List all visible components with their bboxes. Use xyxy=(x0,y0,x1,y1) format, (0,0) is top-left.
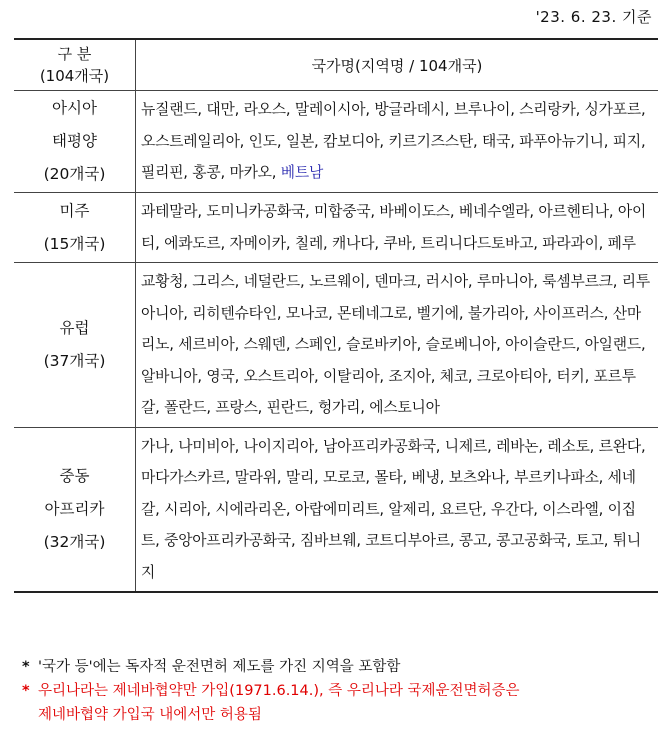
table-row xyxy=(14,91,658,193)
region-name: 유럽 xyxy=(59,318,90,337)
header-category-label: 구 분 xyxy=(57,45,92,63)
country-list-text: 가나, 나미비아, 나이지리아, 남아프리카공화국, 니제르, 레바논, 레소토, 르완다, 마다가스카르, 말라위, 말리, 모로코, 몰타, 베냉, 보츠와나, 부르키나파소, 세네갈, 시리아, 시에라리온, 아랍에미리트, 알제리, 요르단, 우간다, 이스라엘, 이집트, 중앙아프리카공화국, 짐바브웨, 코트디부아르, 콩고, 콩고공화국, 토고, 튀니지 xyxy=(141,437,646,581)
country-list-text: 뉴질랜드, 대만, 라오스, 말레이시아, 방글라데시, 브루나이, 스리랑카, 싱가포르, 오스트레일리아, 인도, 일본, 캄보디아, 키르기즈스탄, 태국, 파푸아뉴기니, 피지, 필리핀, 홍콩, 마카오, xyxy=(141,101,646,182)
header-category-cell xyxy=(14,39,136,91)
region-cell-middle-east-africa xyxy=(14,427,136,592)
region-name: 중동 xyxy=(59,466,90,485)
footnote-2 xyxy=(22,679,662,703)
footnotes xyxy=(22,655,662,727)
highlighted-country: 베트남 xyxy=(280,164,324,182)
region-count: (15개국) xyxy=(43,234,106,253)
country-list-middle-east-africa xyxy=(136,427,659,592)
asterisk-marker: * xyxy=(22,683,30,699)
country-list-americas xyxy=(136,193,659,263)
region-count: (37개국) xyxy=(43,351,106,370)
region-cell-americas xyxy=(14,193,136,263)
footnote-text: '국가 등'에는 독자적 운전면허 제도를 가진 지역을 포함함 xyxy=(38,659,401,675)
country-list-text: 과테말라, 도미니카공화국, 미합중국, 바베이도스, 베네수엘라, 아르헨티나, 아이티, 에콰도르, 자메이카, 칠레, 캐나다, 쿠바, 트리니다드토바고, 파라과이, 페루 xyxy=(141,203,647,252)
region-name: 아프리카 xyxy=(44,499,105,518)
region-name: 태평양 xyxy=(52,132,97,150)
footnote-2-continued: 제네바협약 가입국 내에서만 허용됨 xyxy=(38,707,262,723)
table-row xyxy=(14,193,658,263)
table-header-row xyxy=(14,39,658,91)
reference-date: '23. 6. 23. 기준 xyxy=(535,8,652,26)
country-list-text: 교황청, 그리스, 네덜란드, 노르웨이, 덴마크, 러시아, 루마니아, 룩셈부르크, 리투아니아, 리히텐슈타인, 모나코, 몬테네그로, 벨기에, 불가리아, 사이프러스, 산마리노, 세르비아, 스웨덴, 스페인, 슬로바키아, 슬로베니아, 아이슬란드, 아일랜드, 알바니아, 영국, 오스트리아, 이탈리아, 조지아, 체코, 크로아티아, 터키, 포르투갈, 폴란드, 프랑스, 핀란드, 헝가리, 에스토니아 xyxy=(141,273,650,416)
country-table xyxy=(14,38,658,593)
region-cell-europe xyxy=(14,263,136,428)
region-cell-asia-pacific xyxy=(14,91,136,193)
country-list-europe xyxy=(136,263,659,428)
asterisk-marker: * xyxy=(22,659,30,675)
footnote-1 xyxy=(22,655,662,679)
table-row xyxy=(14,263,658,428)
region-name: 아시아 xyxy=(52,99,97,117)
table-row xyxy=(14,427,658,592)
header-category-count: (104개국) xyxy=(39,67,110,85)
region-count: (32개국) xyxy=(43,532,106,551)
region-count: (20개국) xyxy=(43,165,106,183)
header-country-column: 국가명(지역명 / 104개국) xyxy=(136,39,659,91)
footnote-text: 우리나라는 제네바협약만 가입(1971.6.14.), 즉 우리나라 국제운전면허증은 xyxy=(38,683,520,699)
country-list-asia-pacific xyxy=(136,91,659,193)
region-name: 미주 xyxy=(59,201,90,220)
